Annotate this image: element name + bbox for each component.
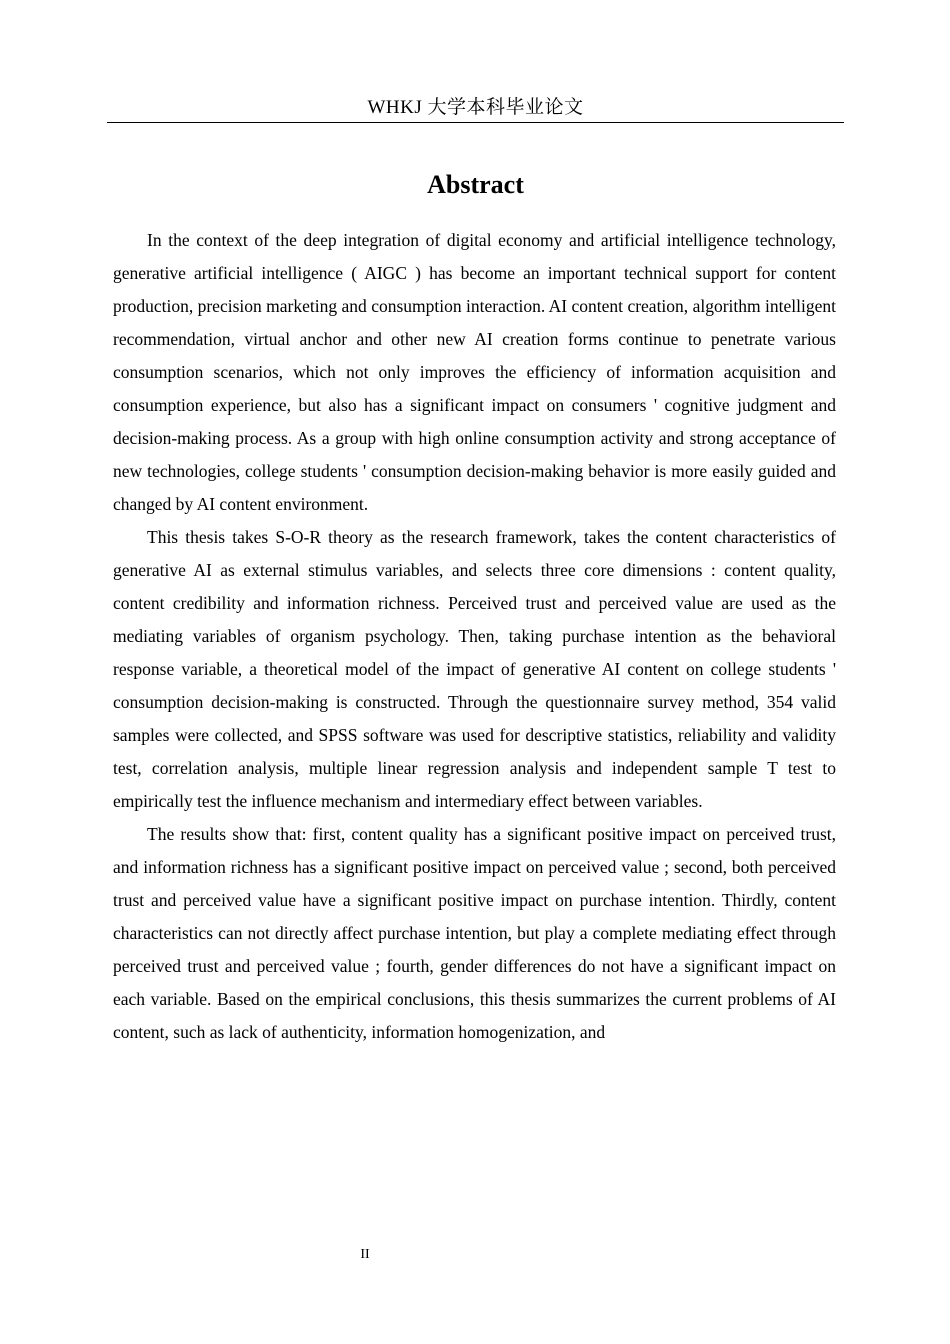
abstract-paragraph-1: In the context of the deep integration of digital economy and artificial intelligence technology, generative artificial intelligence ( AIGC ) has become an important technical support for content production, precision marketing and consumption interaction. AI content creation, algorithm intelligent recommendation, virtual anchor and other new AI creation forms continue to penetrate various consumption scenarios, which not only improves the efficiency of information acquisition and consumption experience, but also has a significant impact on consumers ' cognitive judgment and decision-making process. As a group with high online consumption activity and strong acceptance of new technologies, college students ' consumption decision-making behavior is more easily guided and changed by AI content environment. (113, 230, 836, 514)
page-header (107, 96, 844, 123)
abstract-body (113, 224, 836, 1049)
header-title: WHKJ 大学本科毕业论文 (367, 97, 584, 118)
abstract-paragraph-2: This thesis takes S-O-R theory as the research framework, takes the content characteristics of generative AI as external stimulus variables, and selects three core dimensions : content quality, content credibility and information richness. Perceived trust and perceived value are used as the mediating variables of organism psychology. Then, taking purchase intention as the behavioral response variable, a theoretical model of the impact of generative AI content on college students ' consumption decision-making is constructed. Through the questionnaire survey method, 354 valid samples were collected, and SPSS software was used for descriptive statistics, reliability and validity test, correlation analysis, multiple linear regression analysis and independent sample T test to empirically test the influence mechanism and intermediary effect between variables. (113, 527, 836, 811)
page-number: II (360, 1247, 370, 1262)
abstract-title: Abstract (427, 170, 524, 199)
header-divider (107, 122, 844, 123)
abstract-paragraph-3: The results show that: first, content quality has a significant positive impact on perceived trust, and information richness has a significant positive impact on perceived value ; second, both perceived trust and perceived value have a significant positive impact on purchase intention. Thirdly, content characteristics can not directly affect purchase intention, but play a complete mediating effect through perceived trust and perceived value ; fourth, gender differences do not have a significant impact on each variable. Based on the empirical conclusions, this thesis summarizes the current problems of AI content, such as lack of authenticity, information homogenization, and (113, 824, 836, 1042)
